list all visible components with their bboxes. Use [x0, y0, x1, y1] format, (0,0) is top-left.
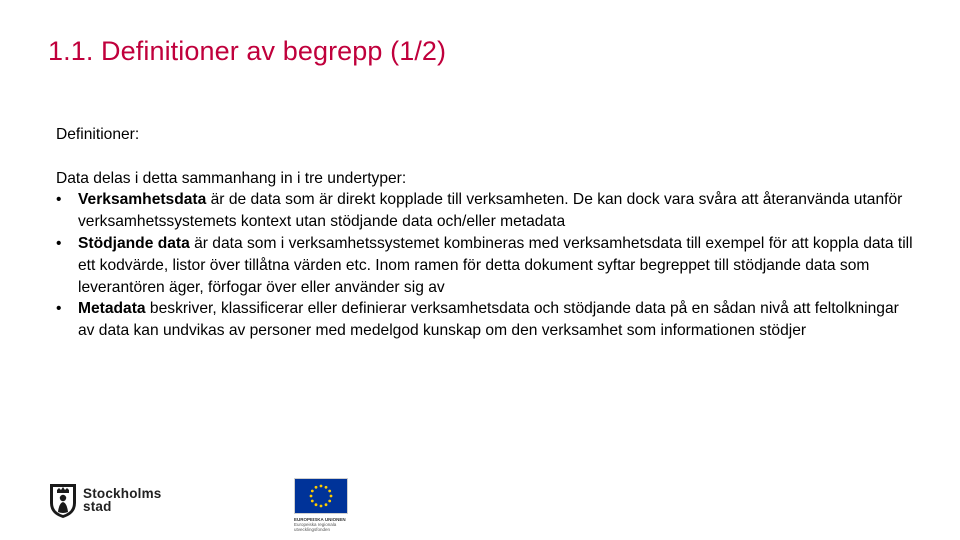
term: Stödjande data [78, 234, 190, 252]
definitions-content [56, 124, 916, 342]
content-heading: Definitioner: [56, 126, 140, 143]
eu-flag-icon [294, 478, 348, 514]
eu-caption-line2: Europeiska regionala [294, 522, 337, 527]
spacer [56, 146, 916, 168]
eu-caption [294, 517, 348, 532]
stockholm-logo [49, 480, 162, 520]
term: Metadata [78, 300, 146, 318]
term: Verksamhetsdata [78, 191, 207, 209]
eu-stars [295, 479, 347, 513]
definition: är data som i verksamhetssystemet kombineras med verksamhetsdata till exempel för att koppla data till ett kodvärde, listor över tillåtna värden etc. Inom ramen för detta dokument syftar begreppet till stödjande data som leverantören äger, förfogar över eller använder sig av [78, 234, 913, 296]
definitions-list [56, 189, 916, 342]
eu-caption-line1: EUROPEISKA UNIONEN [294, 517, 346, 522]
slide-title: 1.1. Definitioner av begrepp (1/2) [48, 36, 447, 66]
stockholm-wordmark [83, 487, 162, 513]
stockholm-crest-icon [49, 481, 77, 519]
definition: är de data som är direkt kopplade till verksamheten. De kan dock vara svåra att återanvända utanför verksamhetssystemets kontext utan stödjande data och/eller metadata [78, 191, 903, 231]
definition: beskriver, klassificerar eller definierar verksamhetsdata och stödjande data på en sådan nivå att feltolkningar av data kan undvikas av personer med medelgod kunskap om den verksamhet som informationen stödjer [78, 300, 899, 340]
stockholm-line1: Stockholms [83, 486, 162, 501]
list-item [56, 298, 916, 342]
content-intro: Data delas i detta sammanhang in i tre undertyper: [56, 169, 407, 187]
eu-caption-line3: utvecklingsfonden [294, 527, 331, 532]
list-item [56, 233, 916, 298]
stockholm-line2: stad [83, 499, 112, 514]
list-item [56, 189, 916, 233]
eu-logo [294, 478, 348, 532]
